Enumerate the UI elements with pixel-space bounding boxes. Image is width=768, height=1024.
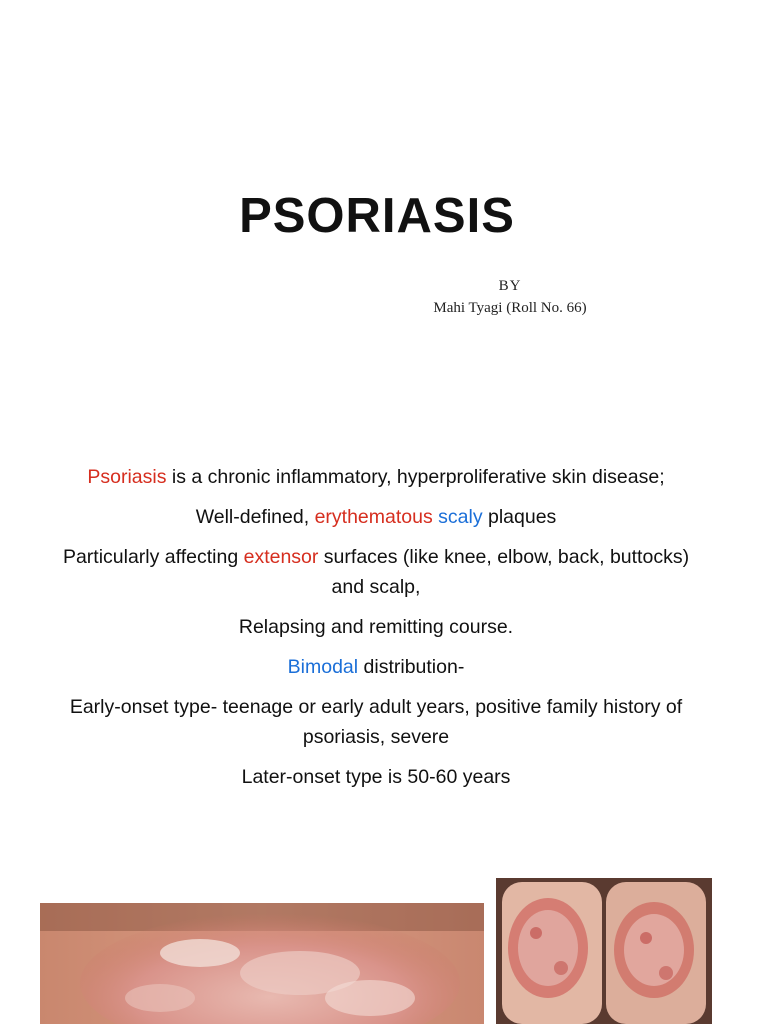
paragraph-later-onset: Later-onset type is 50-60 years [241,766,511,788]
term-bimodal: Bimodal [287,656,359,678]
surfaces-pre: Particularly affecting [62,546,244,568]
term-extensor: extensor [243,546,319,568]
bimodal-post: distribution- [358,656,465,678]
byline-label: BY [498,278,522,294]
plaques-post: plaques [482,506,557,528]
definition-text: is a chronic inflammatory, hyperproliferative skin disease; [166,466,665,488]
knees-photo-illustration [496,878,712,1024]
psoriasis-plaques-knees-photo [496,878,712,1024]
paragraph-bimodal [60,652,692,682]
paragraph-plaques [60,502,692,532]
term-erythematous: erythematous [314,506,433,528]
paragraph-definition [60,462,692,492]
body-text [60,462,692,802]
paragraph-early-onset: Early-onset type- teenage or early adult years, positive family history of psoriasis, severe [69,696,683,748]
term-scaly: scaly [438,506,483,528]
plaques-pre: Well-defined, [195,506,315,528]
arm-photo-illustration [40,903,484,1024]
page-title: PSORIASIS [239,189,515,243]
surfaces-post: surfaces (like knee, elbow, back, buttocks) and scalp, [318,546,690,598]
term-psoriasis: Psoriasis [87,466,167,488]
psoriasis-plaque-arm-photo [40,903,484,1024]
author-name: Mahi Tyagi (Roll No. 66) [433,300,587,316]
paragraph-course: Relapsing and remitting course. [238,616,514,638]
paragraph-surfaces [60,542,692,602]
